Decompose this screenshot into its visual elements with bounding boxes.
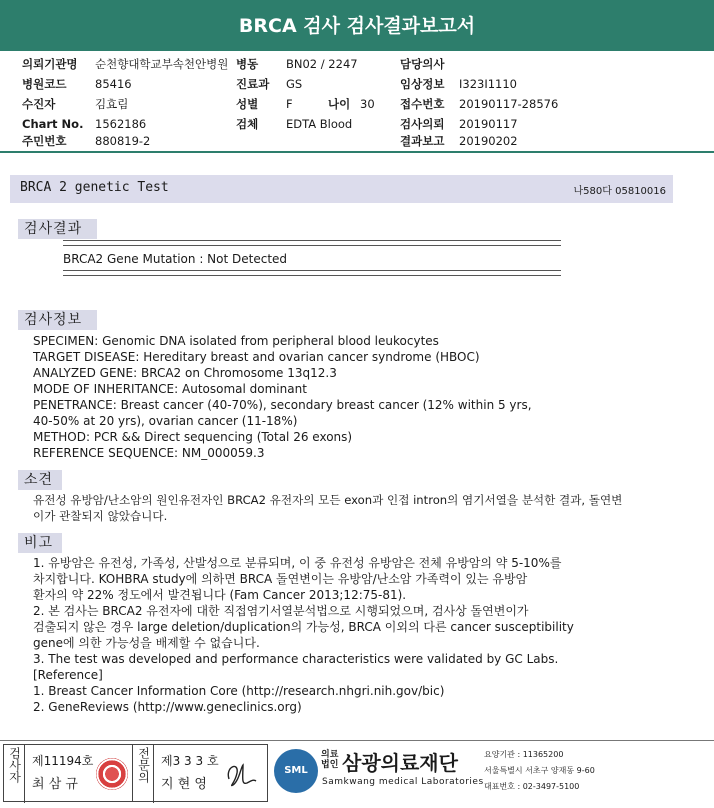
examiner-seal-stamp <box>96 758 128 790</box>
examiner-license-no: 제11194호 <box>32 754 94 768</box>
org-address: 서울특별시 서초구 양재동 9-60 <box>484 766 595 775</box>
testinfo-line: MODE OF INHERITANCE: Autosomal dominant <box>33 382 307 396</box>
remarks-line: 환자의 약 22% 정도에서 발견됩니다 (Fam Cancer 2013;12:75-81). <box>33 588 407 602</box>
remarks-line: gene에 의한 가능성을 배제할 수 없습니다. <box>33 636 260 650</box>
test-name: BRCA 2 genetic Test <box>20 180 169 195</box>
result-separator-top <box>63 240 561 246</box>
sml-logo-icon: SML <box>274 749 318 793</box>
specialist-license-no: 제3 3 3 호 <box>161 754 219 768</box>
testinfo-line: PENETRANCE: Breast cancer (40-70%), secondary breast cancer (12% within 5 yrs, <box>33 398 532 412</box>
accession-label: 접수번호 <box>400 97 445 111</box>
ssn-label: 주민번호 <box>22 134 67 148</box>
chart-label: Chart No. <box>22 117 84 131</box>
remarks-line: 3. The test was developed and performance characteristics were validated by GC Labs. <box>33 652 559 666</box>
org-registration: 요양기관 : 11365200 <box>484 750 564 759</box>
remarks-line: 1. Breast Cancer Information Core (http://research.nhgri.nih.gov/bic) <box>33 684 445 698</box>
ward-value: BN02 / 2247 <box>286 57 358 71</box>
dept-value: GS <box>286 77 303 91</box>
testinfo-heading: 검사정보 <box>18 310 97 330</box>
testinfo-line: 40-50% at 20 yrs), ovarian cancer (11-18%) <box>33 414 298 428</box>
report-title: BRCA 검사 검사결과보고서 <box>0 0 714 51</box>
report-date-label: 결과보고 <box>400 134 445 148</box>
specimen-value: EDTA Blood <box>286 117 353 131</box>
clinical-value: I323I1110 <box>459 77 517 91</box>
specialist-signature-box <box>132 744 268 802</box>
findings-heading: 소견 <box>18 470 62 490</box>
dept-label: 진료과 <box>236 77 270 91</box>
sex-label: 성별 <box>236 97 259 111</box>
hospital-label: 의뢰기관명 <box>22 57 78 71</box>
test-code: 나580다 05810016 <box>573 186 666 197</box>
receiver-value: 김효림 <box>95 97 129 111</box>
remarks-line: [Reference] <box>33 668 103 682</box>
hospcode-label: 병원코드 <box>22 77 67 91</box>
findings-line: 유전성 유방암/난소암의 원인유전자인 BRCA2 유전자의 모든 exon과 인접 intron의 염기서열을 분석한 결과, 돌연변 <box>33 493 623 507</box>
receiver-label: 수진자 <box>22 97 56 111</box>
request-label: 검사의뢰 <box>400 117 445 131</box>
org-phone: 대표번호 : 02-3497-5100 <box>484 782 580 791</box>
remarks-line: 2. GeneReviews (http://www.geneclinics.org) <box>33 700 302 714</box>
examiner-signature-box <box>3 744 133 802</box>
patient-info-panel <box>0 53 714 153</box>
age-label: 나이 <box>328 97 351 111</box>
examiner-name: 최 삼 규 <box>32 777 78 792</box>
org-name: 삼광의료재단 <box>342 751 458 775</box>
testinfo-line: METHOD: PCR && Direct sequencing (Total 26 exons) <box>33 430 353 444</box>
remarks-heading: 비고 <box>18 533 62 553</box>
ward-label: 병동 <box>236 57 259 71</box>
org-prefix: 의료법인 <box>321 750 339 770</box>
specialist-label: 전문의 <box>136 747 151 783</box>
testinfo-line: REFERENCE SEQUENCE: NM_000059.3 <box>33 446 265 460</box>
examiner-label: 검사자 <box>7 747 22 783</box>
org-english-name: Samkwang medical Laboratories <box>322 777 484 787</box>
findings-line: 이가 관찰되지 않았습니다. <box>33 509 168 523</box>
chart-value: 1562186 <box>95 117 147 131</box>
remarks-line: 검출되지 않은 경우 large deletion/duplication의 가능성, BRCA 이외의 다른 cancer susceptibility <box>33 620 574 634</box>
result-heading: 검사결과 <box>18 219 97 239</box>
remarks-line: 1. 유방암은 유전성, 가족성, 산발성으로 분류되며, 이 중 유전성 유방암은 전체 유방암의 약 5-10%를 <box>33 556 562 570</box>
specimen-label: 검체 <box>236 117 259 131</box>
accession-value: 20190117-28576 <box>459 97 559 111</box>
ssn-value: 880819-2 <box>95 134 151 148</box>
hospital-value: 순천향대학교부속천안병원 <box>95 57 229 71</box>
specialist-signature <box>223 757 259 791</box>
sex-value: F <box>286 97 293 111</box>
doctor-label: 담당의사 <box>400 57 445 71</box>
test-name-bar <box>10 175 673 203</box>
testinfo-line: TARGET DISEASE: Hereditary breast and ovarian cancer syndrome (HBOC) <box>33 350 480 364</box>
result-separator-bottom <box>63 270 561 276</box>
report-date-value: 20190202 <box>459 134 518 148</box>
remarks-line: 차지합니다. KOHBRA study에 의하면 BRCA 돌연변이는 유방암/난소암 가족력이 있는 유방암 <box>33 572 528 586</box>
testinfo-line: SPECIMEN: Genomic DNA isolated from peripheral blood leukocytes <box>33 334 439 348</box>
age-value: 30 <box>360 97 375 111</box>
hospcode-value: 85416 <box>95 77 132 91</box>
report-footer <box>0 740 714 808</box>
request-value: 20190117 <box>459 117 518 131</box>
specialist-name: 지 현 영 <box>161 777 207 792</box>
clinical-label: 임상정보 <box>400 77 445 91</box>
remarks-line: 2. 본 검사는 BRCA2 유전자에 대한 직접염기서열분석법으로 시행되었으며, 검사상 돌연변이가 <box>33 604 529 618</box>
result-line: BRCA2 Gene Mutation : Not Detected <box>63 252 288 266</box>
testinfo-line: ANALYZED GENE: BRCA2 on Chromosome 13q12.3 <box>33 366 337 380</box>
